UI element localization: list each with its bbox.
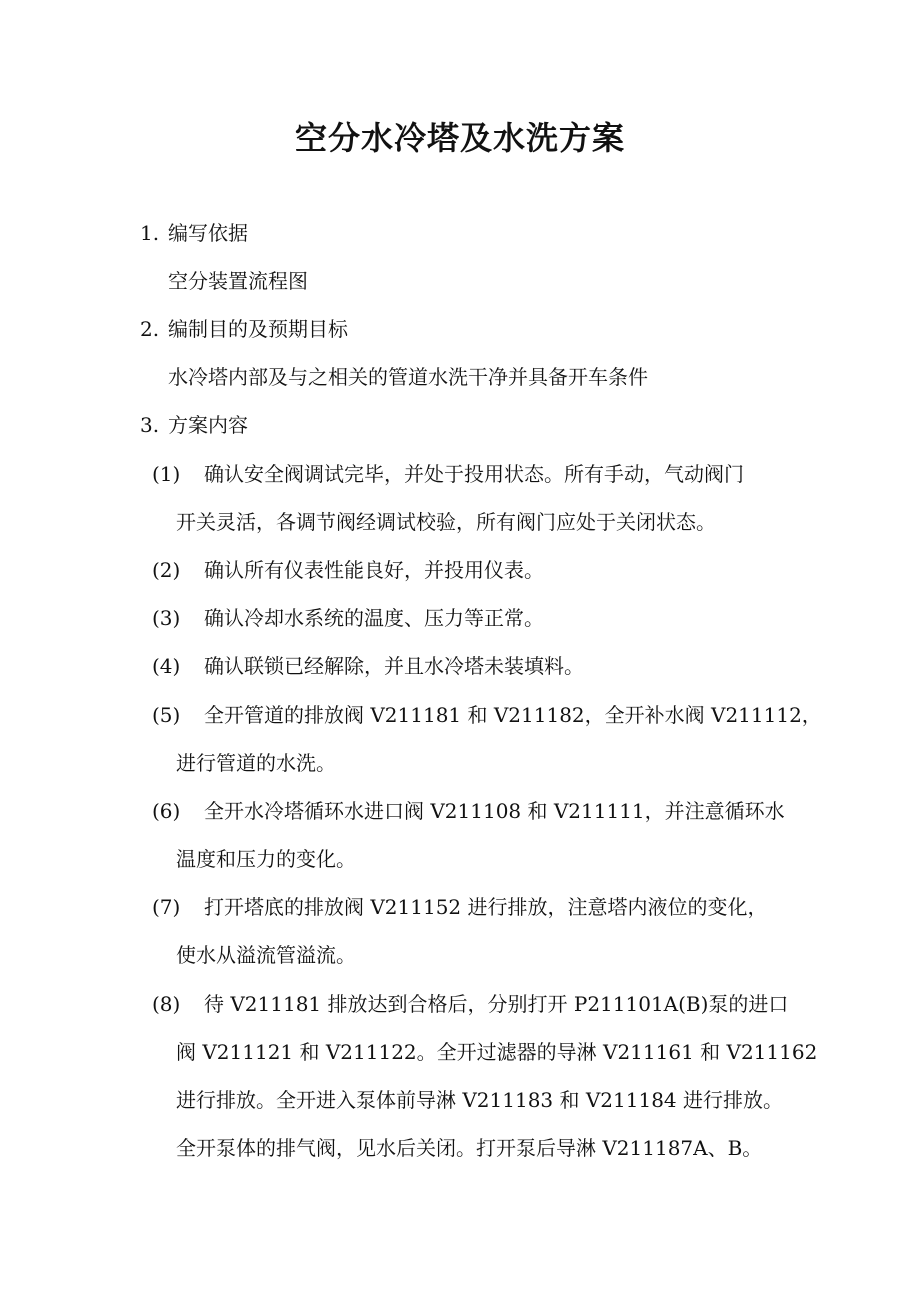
list-item-number: (2) [152, 558, 181, 582]
list-item-number: (5) [152, 703, 181, 727]
section-body: 空分装置流程图 [168, 269, 308, 293]
list-item-line: 确认所有仪表性能良好，并投用仪表。 [204, 558, 544, 582]
list-item-line: 进行排放。全开进入泵体前导淋 V211183 和 V211184 进行排放。 [176, 1088, 784, 1112]
list-item-number: (8) [152, 992, 181, 1016]
list-item-line: 确认冷却水系统的温度、压力等正常。 [204, 606, 544, 630]
list-item-line: 打开塔底的排放阀 V211152 进行排放，注意塔内液位的变化， [204, 895, 768, 919]
section-heading-text: 方案内容 [168, 413, 248, 437]
document-title: 空分水冷塔及水洗方案 [294, 119, 625, 157]
list-item-line: 待 V211181 排放达到合格后，分别打开 P211101A(B)泵的进口 [204, 992, 789, 1016]
list-item-line: 确认联锁已经解除，并且水冷塔未装填料。 [204, 654, 584, 678]
list-item-line: 阀 V211121 和 V211122。全开过滤器的导淋 V211161 和 V211162 [176, 1040, 818, 1064]
section-number: 2. [140, 317, 160, 341]
section-number: 1. [140, 221, 160, 245]
list-item-line: 全开管道的排放阀 V211181 和 V211182，全开补水阀 V211112， [204, 703, 822, 727]
list-item-number: (6) [152, 799, 181, 823]
section-heading-text: 编制目的及预期目标 [168, 317, 348, 341]
list-item-line: 温度和压力的变化。 [176, 847, 356, 871]
list-item-number: (1) [152, 462, 181, 486]
section-number: 3. [140, 413, 160, 437]
list-item-number: (4) [152, 654, 181, 678]
section-heading-text: 编写依据 [168, 221, 248, 245]
section-heading [140, 219, 248, 247]
list-item-line: 进行管道的水洗。 [176, 751, 336, 775]
list-item-line: 全开水冷塔循环水进口阀 V211108 和 V211111，并注意循环水 [204, 799, 785, 823]
list-item-number: (7) [152, 895, 181, 919]
section-heading [140, 411, 248, 439]
list-item-line: 开关灵活，各调节阀经调试校验，所有阀门应处于关闭状态。 [176, 510, 716, 534]
list-item-line: 使水从溢流管溢流。 [176, 943, 356, 967]
list-item-line: 确认安全阀调试完毕，并处于投用状态。所有手动，气动阀门 [204, 462, 744, 486]
list-item-number: (3) [152, 606, 181, 630]
list-item-line: 全开泵体的排气阀，见水后关闭。打开泵后导淋 V211187A、B。 [176, 1136, 763, 1160]
section-body: 水冷塔内部及与之相关的管道水洗干净并具备开车条件 [168, 365, 648, 389]
section-heading [140, 315, 348, 343]
